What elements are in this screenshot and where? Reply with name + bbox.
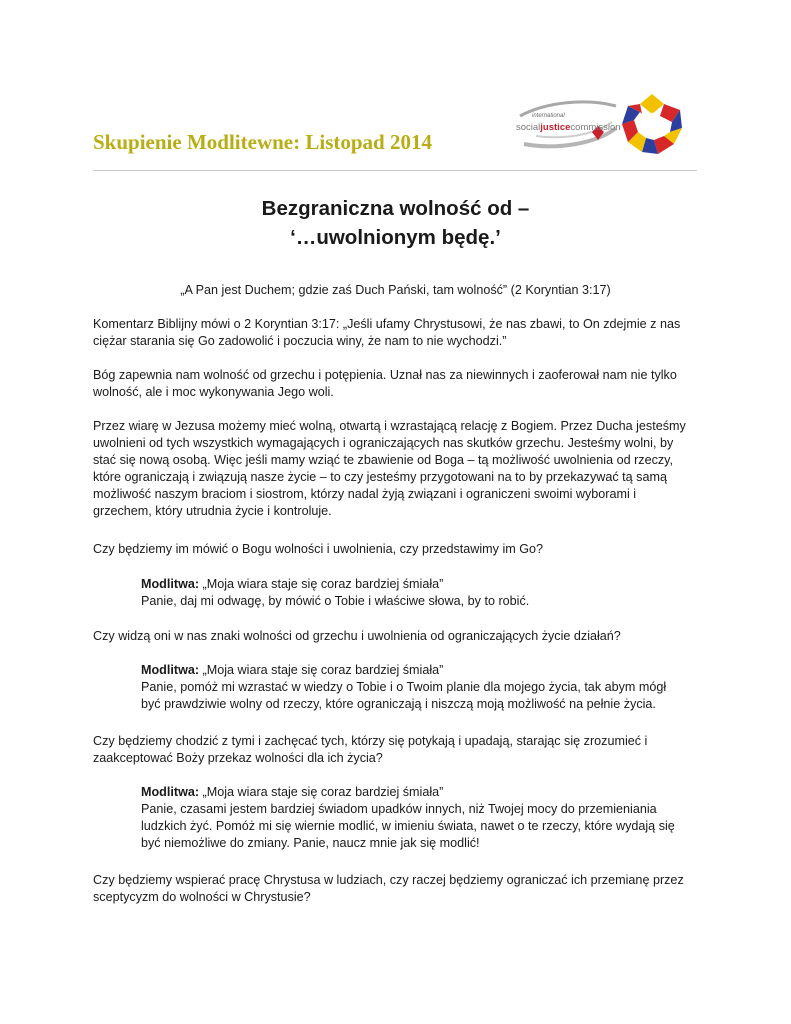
text-line: ciężar starania się Go zadowolić i poczucia winy, że nam to nie wychodzi.” bbox=[93, 334, 507, 348]
main-title-line-1: Bezgraniczna wolność od – bbox=[261, 197, 530, 220]
prayer-2 bbox=[141, 662, 703, 713]
text-line: Czy będziemy im mówić o Bogu wolności i uwolnienia, czy przedstawimy im Go? bbox=[93, 542, 544, 556]
question-3 bbox=[93, 733, 703, 767]
document-header-title: Skupienie Modlitewne: Listopad 2014 bbox=[93, 130, 432, 154]
main-title-line-2: ‘…uwolnionym będę.’ bbox=[290, 226, 501, 249]
text-line: ludzkich żyć. Pomóż mi się wiernie modlić, w imieniu świata, nawet o te rzeczy, które wydają się bbox=[141, 819, 675, 833]
text-line: które ograniczają i związują nasze życie – to czy jesteśmy przygotowani na to by przekazywać tą samą bbox=[93, 470, 667, 484]
text-line: być prawdziwie wolny od rzeczy, które ograniczają i niszczą moją możliwość na pełnie życia. bbox=[141, 697, 656, 711]
text-line: sceptycyzm do wolności w Chrystusie? bbox=[93, 890, 311, 904]
paragraph-faith bbox=[93, 418, 703, 520]
header-divider bbox=[93, 170, 697, 171]
logo-international-text: international bbox=[532, 113, 565, 119]
text-line: Przez wiarę w Jezusa możemy mieć wolną, otwartą i wzrastającą relację z Bogiem. Przez Ducha jesteśmy bbox=[93, 419, 686, 433]
main-title bbox=[0, 194, 791, 252]
text-line: stać się nową osobą. Więc jeśli mamy wziąć te zbawienie od Boga – tą możliwość uwolnienia od rzeczy, bbox=[93, 453, 674, 467]
organization-logo bbox=[516, 92, 698, 156]
prayer-1 bbox=[141, 576, 703, 610]
logo-wordmark bbox=[516, 102, 622, 148]
text-line: zaakceptować Boży przekaz wolności dla ich życia? bbox=[93, 751, 383, 765]
prayer-heading bbox=[141, 576, 703, 593]
text-line: Panie, pomóż mi wzrastać w wiedzy o Tobie i o Twoim planie dla mojego życia, tak abym mógł bbox=[141, 680, 667, 694]
text-line: Czy będziemy wspierać pracę Chrystusa w ludziach, czy raczej będziemy ograniczać ich przemianę przez bbox=[93, 873, 684, 887]
prayer-quote: „Moja wiara staje się coraz bardziej śmiała” bbox=[199, 785, 444, 799]
prayer-3 bbox=[141, 784, 703, 852]
text-line: Komentarz Biblijny mówi o 2 Koryntian 3:17: „Jeśli ufamy Chrystusowi, że nas zbawi, to On zdejmie z nas bbox=[93, 317, 681, 331]
text-line: możliwość naszym braciom i siostrom, którzy nadal żyją związani i ograniczeni swoimi wyborami i bbox=[93, 487, 637, 501]
text-line: Panie, czasami jestem bardziej świadom upadków innych, niż Twojej mocy do przemieniania bbox=[141, 802, 657, 816]
prayer-heading bbox=[141, 784, 703, 801]
bible-verse: „A Pan jest Duchem; gdzie zaś Duch Pański, tam wolność” (2 Koryntian 3:17) bbox=[180, 283, 611, 297]
text-line: uwolnieni od tych wszystkich wymagających i ograniczających nas skutków grzechu. Jesteśmy wolni, by bbox=[93, 436, 674, 450]
logo-justice-text: justice bbox=[540, 122, 571, 133]
prayer-label: Modlitwa: bbox=[141, 577, 200, 591]
prayer-quote: „Moja wiara staje się coraz bardziej śmiała” bbox=[199, 663, 444, 677]
question-2 bbox=[93, 628, 703, 645]
star-emblem-icon bbox=[620, 92, 684, 156]
prayer-quote: „Moja wiara staje się coraz bardziej śmiała” bbox=[199, 577, 444, 591]
text-line: Bóg zapewnia nam wolność od grzechu i potępienia. Uznał nas za niewinnych i zaoferował nam nie tylko bbox=[93, 368, 677, 382]
text-line: Czy będziemy chodzić z tymi i zachęcać tych, którzy się potykają i upadają, starając się zrozumieć i bbox=[93, 734, 648, 748]
logo-commission-text: commission bbox=[570, 122, 621, 133]
text-line: Czy widzą oni w nas znaki wolności od grzechu i uwolnienia od ograniczających życie działań? bbox=[93, 629, 621, 643]
question-1 bbox=[93, 541, 703, 558]
prayer-label: Modlitwa: bbox=[141, 785, 200, 799]
text-line: Panie, daj mi odwagę, by mówić o Tobie i właściwe słowa, by to robić. bbox=[141, 594, 530, 608]
prayer-label: Modlitwa: bbox=[141, 663, 200, 677]
logo-name-text bbox=[516, 122, 621, 133]
text-line: grzechem, który utrudnia życie i kontroluje. bbox=[93, 504, 332, 518]
paragraph-commentary bbox=[93, 316, 703, 350]
logo-social-text: social bbox=[516, 122, 541, 133]
question-4 bbox=[93, 872, 703, 906]
text-line: wolność, ale i moc wykonywania Jego woli. bbox=[93, 385, 334, 399]
prayer-heading bbox=[141, 662, 703, 679]
paragraph-freedom bbox=[93, 367, 703, 401]
text-line: być niemożliwe do zmiany. Panie, naucz mnie jak się modlić! bbox=[141, 836, 480, 850]
